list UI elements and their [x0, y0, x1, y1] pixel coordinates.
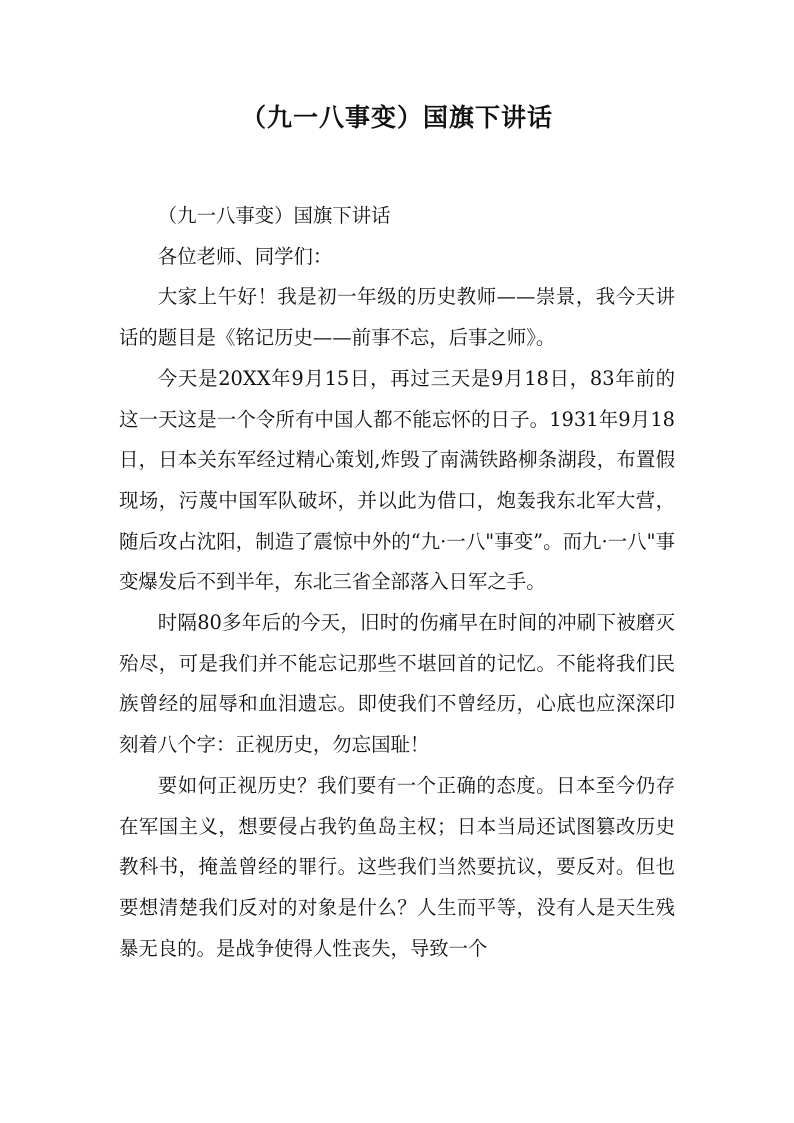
- document-body: [119, 196, 675, 969]
- document-title: （九一八事变）国旗下讲话: [240, 103, 553, 132]
- paragraph-history: 今天是20XX年9月15日，再过三天是9月18日，83年前的这一天这是一个令所有中国人都不能忘怀的日子。1931年9月18日，日本关东军经过精心策划,炸毁了南满铁路柳条湖段，布置假现场，污蔑中国军队破坏，并以此为借口，炮轰我东北军大营，随后攻占沈阳，制造了震惊中外的“九·一八"事变”。而九·一八"事变爆发后不到半年，东北三省全部落入日军之手。: [119, 366, 675, 594]
- paragraph-subtitle: （九一八事变）国旗下讲话: [157, 204, 391, 227]
- paragraph-introduction: 大家上午好！我是初一年级的历史教师——崇景，我今天讲话的题目是《铭记历史——前事不忘，后事之师》。: [119, 285, 675, 350]
- paragraph-greeting: 各位老师、同学们：: [157, 244, 333, 268]
- paragraph-remembrance: 时隔80多年后的今天，旧时的伤痛早在时间的冲刷下被磨灭殆尽，可是我们并不能忘记那些不堪回首的记忆。不能将我们民族曾经的屈辱和血泪遗忘。即使我们不曾经历，心底也应深深印刻着八个字：正视历史，勿忘国耻！: [119, 611, 675, 757]
- paragraph-attitude: 要如何正视历史？我们要有一个正确的态度。日本至今仍存在军国主义，想要侵占我钓鱼岛主权；日本当局还试图篡改历史教科书，掩盖曾经的罪行。这些我们当然要抗议，要反对。但也要想清楚我们反对的对象是什么？人生而平等，没有人是天生残暴无良的。是战争使得人性丧失，导致一个: [119, 773, 675, 960]
